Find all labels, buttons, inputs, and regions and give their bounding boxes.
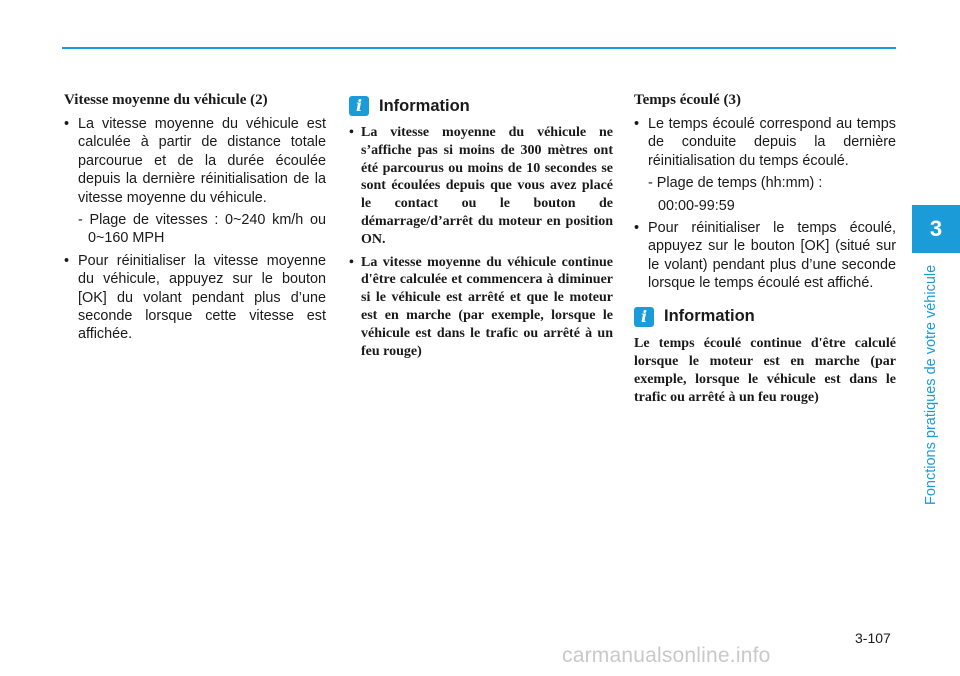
info-icon: i — [349, 96, 369, 116]
watermark: carmanualsonline.info — [562, 644, 771, 667]
column-left — [64, 92, 326, 348]
column-middle — [349, 92, 613, 365]
section-heading-elapsed-time: Temps écoulé (3) — [634, 92, 741, 108]
chapter-tab: 3 — [912, 205, 960, 253]
bullet-list-2 — [64, 252, 326, 344]
bullet-list-2 — [634, 219, 896, 293]
bullet-list — [64, 115, 326, 207]
info-text: Le temps écoulé continue d'être calculé lorsque le moteur est en marche (par exemple, lorsque le véhicule est dans le trafic ou arrêté à un feu rouge) — [634, 335, 896, 405]
info-icon: i — [634, 307, 654, 327]
list-item: • La vitesse moyenne du véhicule ne s’affiche pas si moins de 300 mètres ont été parcourus ou moins de 10 secondes se sont écoulées depuis que vous avez placé le contact ou le bouton de démarrage/d’arrêt du moteur en position ON. — [349, 125, 613, 247]
info-label: Information — [379, 96, 470, 115]
list-item: • La vitesse moyenne du véhicule continue d'être calculée et commencera à diminuer si le véhicule est arrêté et que le moteur est en marche (par exemple, lorsque le véhicule est dans le trafic ou arrêté à un feu rouge) — [349, 254, 613, 359]
info-header — [349, 96, 613, 116]
time-range-value: 00:00-99:59 — [658, 197, 735, 214]
list-item: • Pour réinitialiser la vitesse moyenne du véhicule, appuyez sur le bouton [OK] du volant pendant plus d’une seconde lorsque cette vitesse est affichée. — [64, 252, 326, 343]
bullet-list — [634, 115, 896, 170]
top-rule — [62, 47, 896, 49]
list-item: • Pour réinitialiser le temps écoulé, appuyez sur le bouton [OK] (situé sur le volant) pendant plus d’une seconde lorsque le temps écoulé est affiché. — [634, 220, 896, 292]
info-label: Information — [664, 307, 755, 326]
list-item: • Le temps écoulé correspond au temps de conduite depuis la dernière réinitialisation du temps écoulé. — [634, 116, 896, 169]
list-item: • La vitesse moyenne du véhicule est calculée à partir de distance totale parcourue et de la durée écoulée depuis la dernière réinitialisation de la vitesse moyenne du véhicule. — [64, 116, 326, 206]
section-heading-average-speed: Vitesse moyenne du véhicule (2) — [64, 92, 268, 108]
info-header-2 — [634, 307, 896, 327]
time-range-label: - Plage de temps (hh:mm) : — [648, 175, 823, 192]
page-number: 3-107 — [855, 630, 891, 646]
column-right — [634, 92, 896, 407]
info-bullet-list — [349, 124, 613, 360]
speed-range-text: - Plage de vitesses : 0~240 km/h ou 0~160 MPH — [78, 212, 326, 247]
chapter-side-title: Fonctions pratiques de votre véhicule — [923, 264, 939, 505]
